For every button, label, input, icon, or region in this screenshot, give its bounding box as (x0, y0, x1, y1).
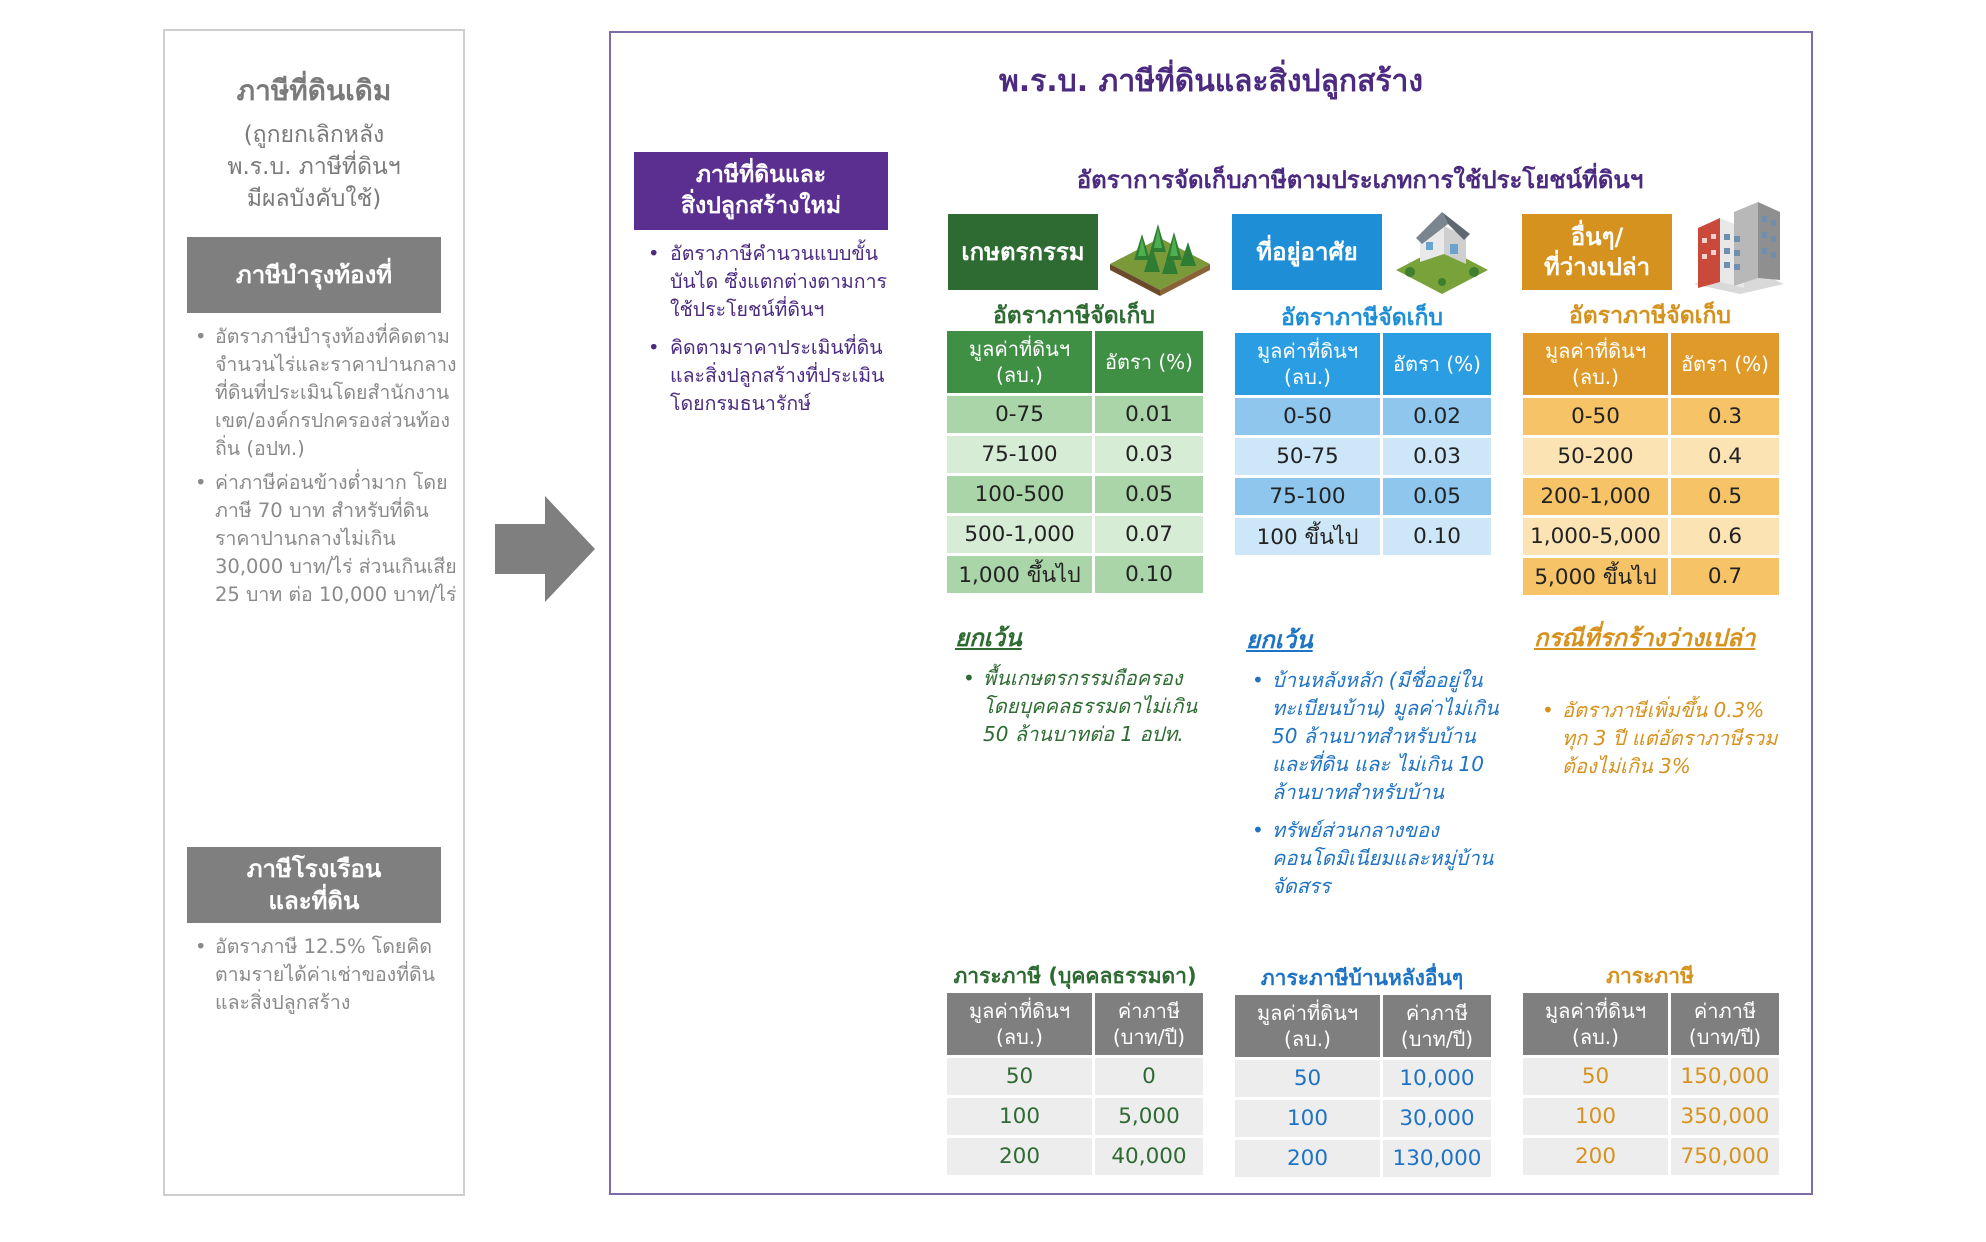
table-row (1523, 1098, 1779, 1135)
cell-rate: 0.6 (1671, 518, 1779, 555)
table-row (947, 556, 1203, 593)
cell-tax: 150,000 (1671, 1058, 1779, 1095)
burden-table-agriculture (944, 990, 1206, 1178)
table-row (1523, 1138, 1779, 1175)
table-header-row (947, 993, 1203, 1055)
table-header-row (1523, 333, 1779, 395)
subtitle-line: (ถูกยกเลิกหลัง (243, 122, 385, 148)
burden-title-agriculture: ภาระภาษี (บุคคลธรรมดา) (953, 964, 1197, 988)
cell-tax: 10,000 (1383, 1060, 1491, 1097)
cell-rate: 0.05 (1383, 478, 1491, 515)
table-row (947, 1098, 1203, 1135)
cell-value: 0-75 (947, 396, 1092, 433)
local-tax-bullets (187, 323, 465, 615)
cell-value: 0-50 (1523, 398, 1668, 435)
cell-rate: 0.7 (1671, 558, 1779, 595)
list-item: • คิดตามราคาประเมินที่ดินและสิ่งปลูกสร้างที่ประเมินโดยกรมธนารักษ์ (670, 334, 888, 418)
old-tax-subtitle (165, 119, 463, 215)
table-header-row (1523, 993, 1779, 1055)
heading-line: สิ่งปลูกสร้างใหม่ (681, 193, 841, 219)
header-value: มูลค่าที่ดินฯ (ลบ.) (1523, 993, 1668, 1055)
cell-tax: 0 (1095, 1058, 1203, 1095)
house-tax-heading (187, 847, 441, 923)
list-item: • อัตราภาษีคำนวนแบบขั้นบันได ซึ่งแตกต่างตามการใช้ประโยชน์ที่ดินฯ (670, 240, 888, 324)
rate-table-other (1520, 330, 1782, 598)
cell-rate: 0.5 (1671, 478, 1779, 515)
cell-value: 0-50 (1235, 398, 1380, 435)
building-icon (1684, 194, 1794, 294)
new-tax-bullets (634, 240, 888, 428)
exception-list-residential (1244, 666, 1504, 910)
cell-value: 50 (1523, 1058, 1668, 1095)
subtitle-line: มีผลบังคับใช้) (246, 186, 382, 212)
cell-rate: 0.3 (1671, 398, 1779, 435)
rate-table-title: อัตราภาษีจัดเก็บ (992, 303, 1156, 329)
list-item: • ค่าภาษีค่อนข้างต่ำมาก โดยภาษี 70 บาท สำหรับที่ดินราคาปานกลางไม่เกิน 30,000 บาท/ไร่ ส่วนเกินเสีย 25 บาท ต่อ 10,000 บาท/ไร่ (215, 469, 465, 609)
cell-rate: 0.02 (1383, 398, 1491, 435)
table-row (947, 516, 1203, 553)
header-tax: ค่าภาษี (บาท/ปี) (1671, 993, 1779, 1055)
cell-value: 200-1,000 (1523, 478, 1668, 515)
table-row (947, 1138, 1203, 1175)
table-header-row (947, 331, 1203, 393)
table-row (1523, 558, 1779, 595)
cell-rate: 0.10 (1095, 556, 1203, 593)
table-row (1235, 518, 1491, 555)
category-name: ที่อยู่อาศัย (1256, 238, 1358, 266)
cell-value: 100-500 (947, 476, 1092, 513)
forest-icon (1104, 206, 1216, 296)
list-item: • อัตราภาษีบำรุงท้องที่คิดตามจำนวนไร่และราคาปานกลางที่ดินที่ประเมินโดยสำนักงานเขต/องค์กรปกครองส่วนท้องถิ่น (อปท.) (215, 323, 465, 463)
cell-value: 100 (947, 1098, 1092, 1135)
cell-rate: 0.07 (1095, 516, 1203, 553)
table-row (947, 436, 1203, 473)
local-tax-heading: ภาษีบำรุงท้องที่ (187, 237, 441, 313)
cell-value: 200 (947, 1138, 1092, 1175)
old-tax-panel (163, 29, 465, 1196)
cell-tax: 130,000 (1383, 1140, 1491, 1177)
table-row (1235, 1060, 1491, 1097)
house-tax-bullets (187, 933, 465, 1023)
table-row (1523, 1058, 1779, 1095)
cell-tax: 40,000 (1095, 1138, 1203, 1175)
new-tax-heading (634, 152, 888, 230)
header-value: มูลค่าที่ดินฯ (ลบ.) (947, 993, 1092, 1055)
rate-table-title: อัตราภาษีจัดเก็บ (1280, 305, 1444, 331)
table-row (1235, 1100, 1491, 1137)
header-value: มูลค่าที่ดินฯ (ลบ.) (1523, 333, 1668, 395)
burden-table-other (1520, 990, 1782, 1178)
cell-tax: 350,000 (1671, 1098, 1779, 1135)
cell-value: 100 (1523, 1098, 1668, 1135)
cell-value: 50 (1235, 1060, 1380, 1097)
cell-tax: 30,000 (1383, 1100, 1491, 1137)
header-tax: ค่าภาษี (บาท/ปี) (1095, 993, 1203, 1055)
list-item: • พื้นเกษตรกรรมถือครองโดยบุคคลธรรมดาไม่เกิน 50 ล้านบาทต่อ 1 อปท. (983, 664, 1203, 748)
table-row (1523, 518, 1779, 555)
cell-value: 200 (1523, 1138, 1668, 1175)
list-item: • บ้านหลังหลัก (มีชื่ออยู่ในทะเบียนบ้าน) มูลค่าไม่เกิน 50 ล้านบาทสำหรับบ้านและที่ดิน และ ไม่เกิน 10 ล้านบาทสำหรับบ้าน (1272, 666, 1504, 806)
cell-tax: 5,000 (1095, 1098, 1203, 1135)
header-rate: อัตรา (%) (1671, 333, 1779, 395)
header-value: มูลค่าที่ดินฯ (ลบ.) (1235, 333, 1380, 395)
table-header-row (1235, 333, 1491, 395)
rate-table-title: อัตราภาษีจัดเก็บ (1568, 303, 1732, 329)
burden-title-residential: ภาระภาษีบ้านหลังอื่นๆ (1260, 966, 1464, 990)
header-value: มูลค่าที่ดินฯ (ลบ.) (947, 331, 1092, 393)
rate-table-residential (1232, 330, 1494, 558)
cell-rate: 0.03 (1095, 436, 1203, 473)
cell-value: 50 (947, 1058, 1092, 1095)
table-row (1523, 438, 1779, 475)
cell-rate: 0.01 (1095, 396, 1203, 433)
exception-title-agriculture: ยกเว้น (955, 624, 1022, 652)
category-name: เกษตรกรรม (961, 238, 1085, 266)
page-title: พ.ร.บ. ภาษีที่ดินและสิ่งปลูกสร้าง (998, 64, 1424, 99)
table-row (1523, 478, 1779, 515)
category-other-label (1522, 214, 1672, 290)
table-row (947, 476, 1203, 513)
exception-title-residential: ยกเว้น (1246, 626, 1313, 654)
cell-value: 500-1,000 (947, 516, 1092, 553)
cell-value: 75-100 (1235, 478, 1380, 515)
rates-title: อัตราการจัดเก็บภาษีตามประเภทการใช้ประโยชน์ที่ดินฯ (1076, 166, 1644, 194)
cell-rate: 0.05 (1095, 476, 1203, 513)
subtitle-line: พ.ร.บ. ภาษีที่ดินฯ (227, 154, 401, 180)
table-row (1235, 478, 1491, 515)
heading-line: ภาษีโรงเรือน (246, 855, 382, 883)
heading-line: ภาษีที่ดินและ (695, 162, 827, 188)
header-value: มูลค่าที่ดินฯ (ลบ.) (1235, 995, 1380, 1057)
category-residential-label (1232, 214, 1382, 290)
exception-list-other (1534, 696, 1794, 790)
header-tax: ค่าภาษี (บาท/ปี) (1383, 995, 1491, 1057)
cell-value: 1,000-5,000 (1523, 518, 1668, 555)
table-row (947, 396, 1203, 433)
cell-rate: 0.03 (1383, 438, 1491, 475)
cell-value: 75-100 (947, 436, 1092, 473)
cell-value: 100 (1235, 1100, 1380, 1137)
table-row (1235, 1140, 1491, 1177)
table-row (947, 1058, 1203, 1095)
table-row (1235, 438, 1491, 475)
cell-value: 100 ขึ้นไป (1235, 518, 1380, 555)
header-rate: อัตรา (%) (1383, 333, 1491, 395)
category-name: ที่ว่างเปล่า (1543, 253, 1651, 281)
exception-list-agriculture (955, 664, 1203, 758)
category-name: อื่นๆ/ (1570, 223, 1624, 251)
burden-title-other: ภาระภาษี (1606, 964, 1694, 988)
heading-line: และที่ดิน (268, 887, 360, 915)
table-row (1235, 398, 1491, 435)
cell-value: 200 (1235, 1140, 1380, 1177)
old-tax-title: ภาษีที่ดินเดิม (236, 74, 392, 107)
cell-value: 5,000 ขึ้นไป (1523, 558, 1668, 595)
list-item: • ทรัพย์ส่วนกลางของคอนโดมิเนียมและหมู่บ้านจัดสรร (1272, 816, 1504, 900)
list-item: • อัตราภาษี 12.5% โดยคิดตามรายได้ค่าเช่าของที่ดินและสิ่งปลูกสร้าง (215, 933, 465, 1017)
arrow-right-icon (495, 496, 595, 602)
list-item: • อัตราภาษีเพิ่มขึ้น 0.3% ทุก 3 ปี แต่อัตราภาษีรวมต้องไม่เกิน 3% (1562, 696, 1794, 780)
cell-rate: 0.4 (1671, 438, 1779, 475)
burden-table-residential (1232, 992, 1494, 1180)
rate-table-agriculture (944, 328, 1206, 596)
house-icon (1392, 206, 1492, 296)
cell-value: 50-200 (1523, 438, 1668, 475)
cell-value: 1,000 ขึ้นไป (947, 556, 1092, 593)
cell-tax: 750,000 (1671, 1138, 1779, 1175)
header-rate: อัตรา (%) (1095, 331, 1203, 393)
category-agriculture-label (948, 214, 1098, 290)
cell-rate: 0.10 (1383, 518, 1491, 555)
table-row (1523, 398, 1779, 435)
cell-value: 50-75 (1235, 438, 1380, 475)
table-header-row (1235, 995, 1491, 1057)
exception-title-other: กรณีที่รกร้างว่างเปล่า (1534, 624, 1756, 652)
